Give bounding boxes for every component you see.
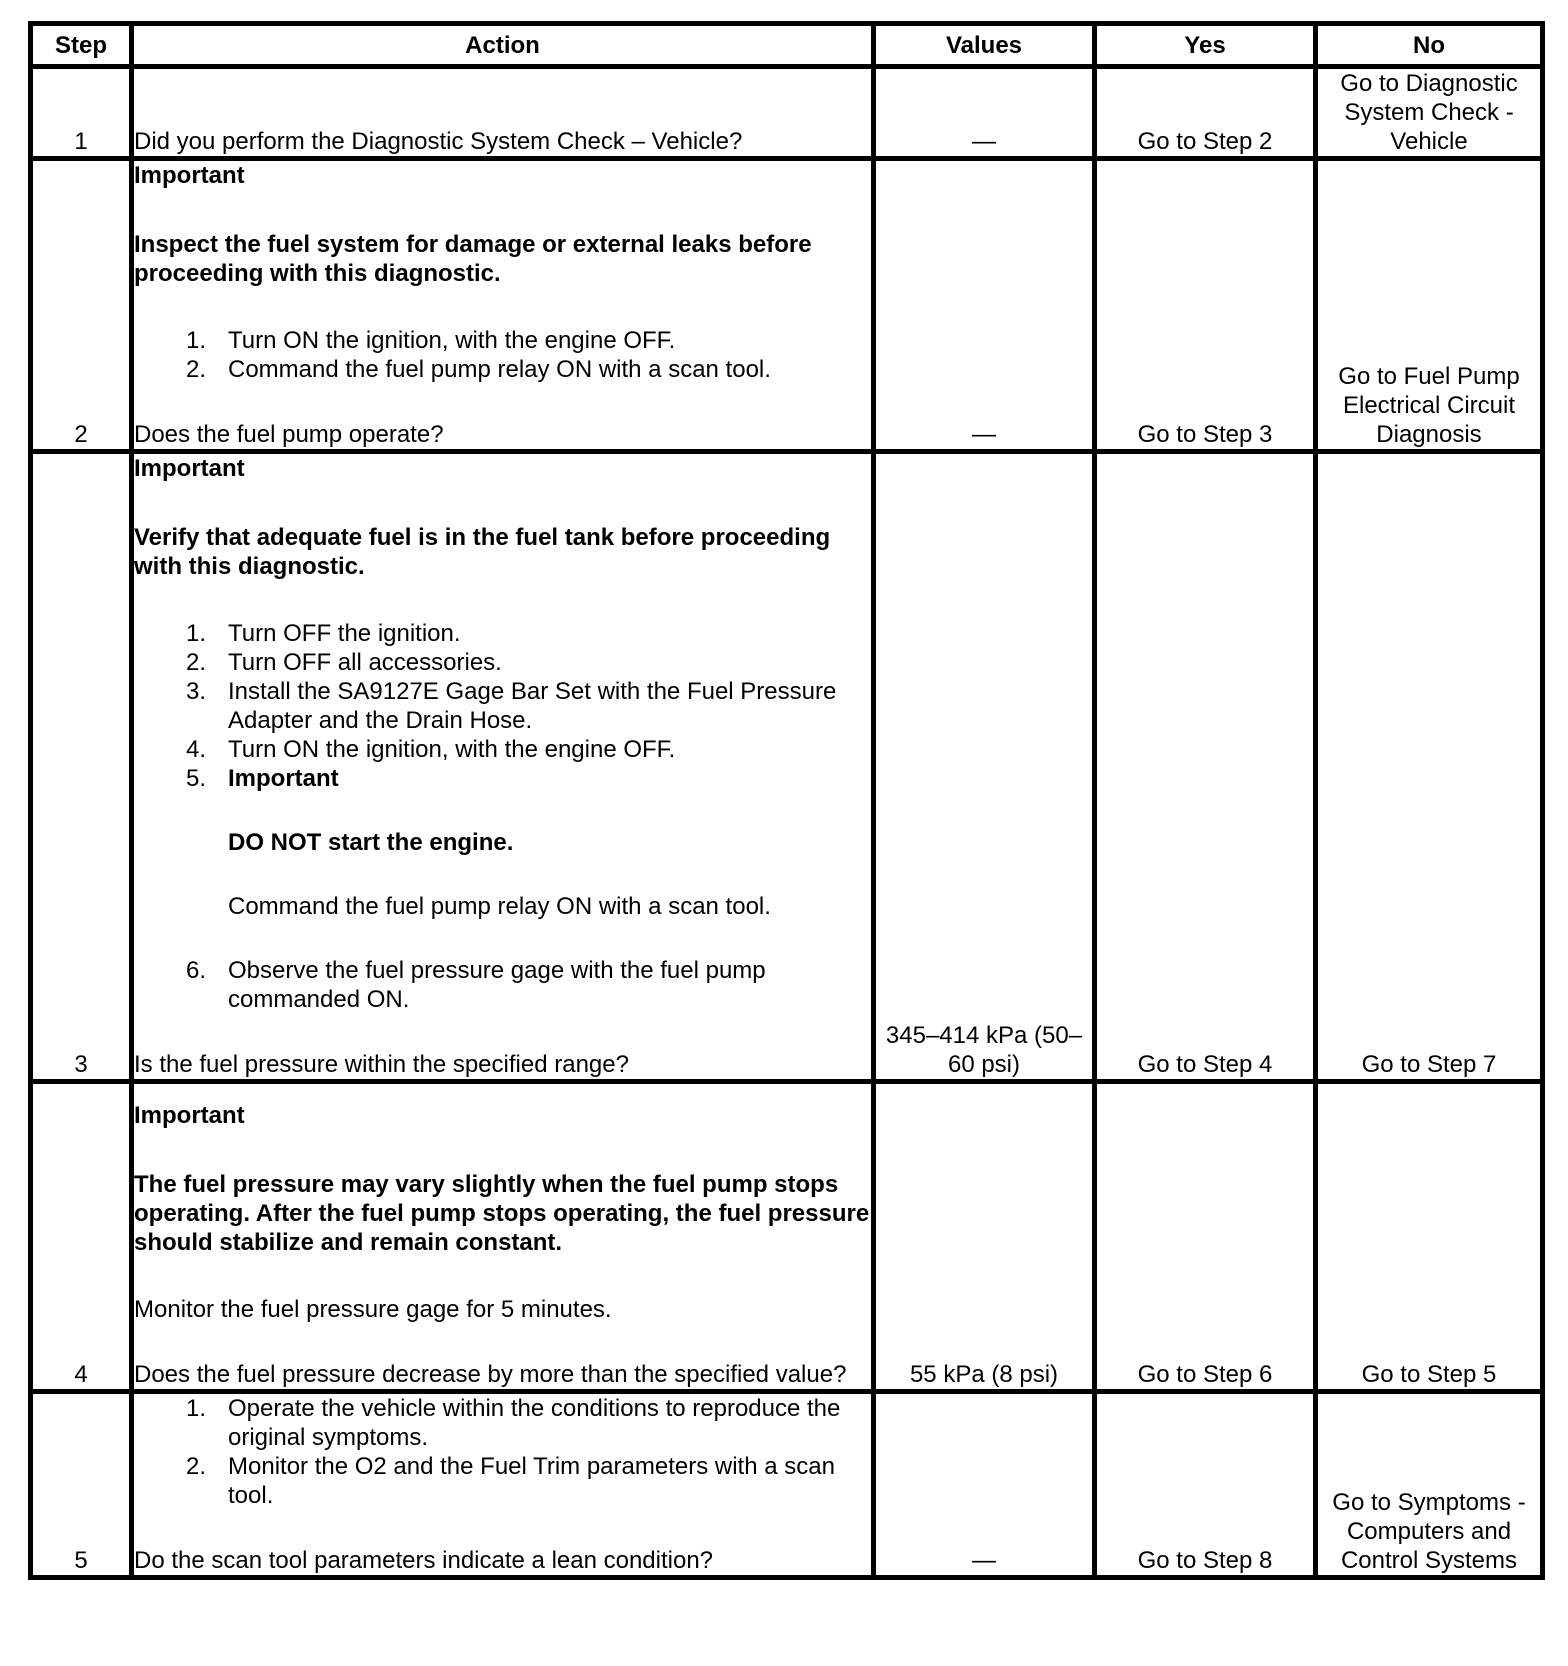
list-number: 2.: [185, 356, 206, 383]
list-text: Install the SA9127E Gage Bar Set with the Fuel Pressure Adapter and the Drain Hose.: [228, 678, 837, 734]
instruction-list: [134, 1394, 871, 1510]
list-item: [134, 764, 871, 956]
no-cell: Go to Symptoms - Computers and Control Systems: [1316, 1392, 1543, 1578]
yes-cell: Go to Step 2: [1095, 67, 1316, 159]
instruction-text: Monitor the fuel pressure gage for 5 minutes.: [134, 1296, 612, 1323]
step-number: 2: [31, 159, 132, 452]
list-item: [134, 355, 871, 384]
instruction-list: [134, 326, 871, 384]
no-cell: Go to Fuel Pump Electrical Circuit Diagnosis: [1316, 159, 1543, 452]
list-item: [134, 735, 871, 764]
list-number: 5.: [185, 765, 206, 792]
values-cell: 345–414 kPa (50–60 psi): [874, 452, 1095, 1082]
list-item: [134, 677, 871, 735]
values-cell: —: [874, 1392, 1095, 1578]
list-number: 1.: [185, 1395, 206, 1422]
header-values: Values: [874, 24, 1095, 67]
list-item: [134, 1452, 871, 1510]
list-text: Observe the fuel pressure gage with the fuel pump commanded ON.: [228, 957, 766, 1013]
question-text: Does the fuel pump operate?: [134, 421, 444, 448]
list-text: [228, 764, 871, 956]
important-title: Important: [134, 455, 245, 482]
yes-cell: Go to Step 3: [1095, 159, 1316, 452]
no-cell: Go to Diagnostic System Check - Vehicle: [1316, 67, 1543, 159]
list-number: 1.: [185, 620, 206, 647]
action-cell: [132, 67, 874, 159]
table-row: [31, 67, 1543, 159]
header-action: Action: [132, 24, 874, 67]
list-text: Turn OFF all accessories.: [228, 649, 502, 676]
step-number: 4: [31, 1082, 132, 1392]
list-item: [134, 1394, 871, 1452]
nested-warning: DO NOT start the engine.: [228, 829, 514, 856]
yes-cell: Go to Step 4: [1095, 452, 1316, 1082]
nested-text: Command the fuel pump relay ON with a scan tool.: [228, 893, 771, 920]
important-title: Important: [134, 1102, 245, 1129]
no-cell: Go to Step 5: [1316, 1082, 1543, 1392]
header-row: [31, 24, 1543, 67]
important-text: The fuel pressure may vary slightly when the fuel pump stops operating. After the fuel pump stops operating, the fuel pressure should stabilize and remain constant.: [134, 1171, 870, 1256]
no-cell: Go to Step 7: [1316, 452, 1543, 1082]
action-cell: [132, 1392, 874, 1578]
list-text: Turn ON the ignition, with the engine OFF.: [228, 327, 676, 354]
list-number: 4.: [185, 736, 206, 763]
step-number: 1: [31, 67, 132, 159]
list-text: Turn ON the ignition, with the engine OFF.: [228, 736, 676, 763]
diagnostic-table: [28, 21, 1545, 1580]
list-text: Operate the vehicle within the conditions to reproduce the original symptoms.: [228, 1395, 841, 1451]
list-number: 1.: [185, 327, 206, 354]
values-cell: —: [874, 67, 1095, 159]
list-text: Command the fuel pump relay ON with a scan tool.: [228, 356, 771, 383]
list-item: [134, 956, 871, 1014]
header-step: Step: [31, 24, 132, 67]
table-row: [31, 1082, 1543, 1392]
header-yes: Yes: [1095, 24, 1316, 67]
values-cell: —: [874, 159, 1095, 452]
question-text: Did you perform the Diagnostic System Check – Vehicle?: [134, 128, 743, 155]
list-number: 3.: [185, 678, 206, 705]
step-number: 3: [31, 452, 132, 1082]
list-item: [134, 648, 871, 677]
important-title: Important: [134, 162, 245, 189]
list-text: Turn OFF the ignition.: [228, 620, 461, 647]
action-cell: [132, 1082, 874, 1392]
nested-important-title: Important: [228, 765, 339, 792]
important-text: Verify that adequate fuel is in the fuel tank before proceeding with this diagnostic.: [134, 524, 831, 580]
list-text: Monitor the O2 and the Fuel Trim parameters with a scan tool.: [228, 1453, 835, 1509]
values-cell: 55 kPa (8 psi): [874, 1082, 1095, 1392]
list-number: 2.: [185, 1453, 206, 1480]
header-no: No: [1316, 24, 1543, 67]
list-number: 6.: [185, 957, 206, 984]
important-text: Inspect the fuel system for damage or external leaks before proceeding with this diagnostic.: [134, 231, 812, 287]
action-cell: [132, 159, 874, 452]
table-row: [31, 452, 1543, 1082]
action-cell: [132, 452, 874, 1082]
instruction-list: [134, 619, 871, 1014]
list-number: 2.: [185, 649, 206, 676]
nested-block: [228, 828, 871, 921]
table-row: [31, 159, 1543, 452]
table-row: [31, 1392, 1543, 1578]
question-text: Do the scan tool parameters indicate a lean condition?: [134, 1547, 714, 1574]
question-text: Does the fuel pressure decrease by more than the specified value?: [134, 1361, 847, 1388]
yes-cell: Go to Step 8: [1095, 1392, 1316, 1578]
list-item: [134, 326, 871, 355]
question-text: Is the fuel pressure within the specified range?: [134, 1051, 629, 1078]
list-item: [134, 619, 871, 648]
yes-cell: Go to Step 6: [1095, 1082, 1316, 1392]
step-number: 5: [31, 1392, 132, 1578]
